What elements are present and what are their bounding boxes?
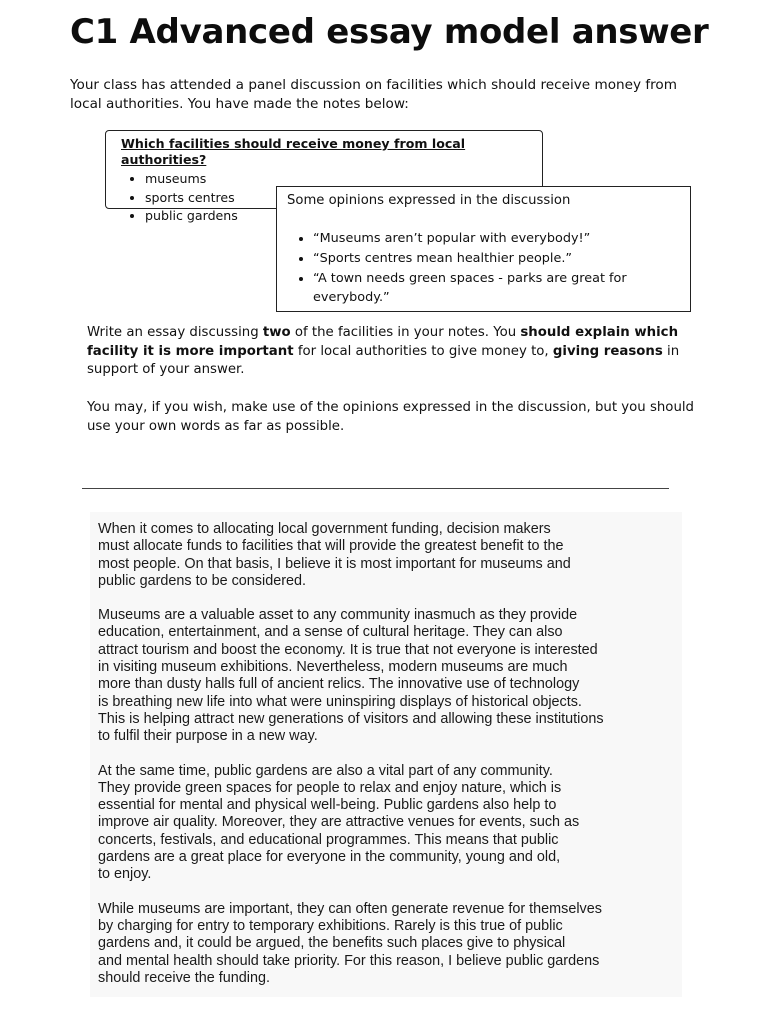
notes-heading: Which facilities should receive money from local authorities? [121, 136, 466, 167]
answer-line: Museums are a valuable asset to any community inasmuch as they provide [98, 607, 578, 624]
opinions-heading: Some opinions expressed in the discussion [287, 193, 571, 208]
answer-paragraph [98, 763, 680, 884]
answer-line: education, entertainment, and a sense of cultural heritage. They can also [98, 624, 563, 641]
section-divider [82, 488, 669, 489]
notes-item: • sports centres [145, 189, 542, 208]
opinion-item: • “Sports centres mean healthier people.” [313, 249, 690, 269]
model-answer [98, 521, 680, 1004]
task-text: Write an essay discussing [87, 325, 263, 340]
answer-line: While museums are important, they can often generate revenue for themselves [98, 900, 602, 917]
opinion-item: • “A town needs green spaces - parks are great for everybody.” [313, 269, 690, 309]
answer-line: most people. On that basis, I believe it is most important for museums and [98, 555, 571, 572]
answer-line: should receive the funding. [98, 969, 271, 986]
answer-paragraph [98, 901, 680, 987]
answer-line: When it comes to allocating local government funding, decision makers [98, 521, 551, 537]
answer-line: more than dusty halls full of ancient relics. The innovative use of technology [98, 676, 580, 693]
answer-line: by charging for entry to temporary exhibitions. Rarely is this true of public [98, 917, 563, 934]
answer-line: to enjoy. [98, 866, 152, 883]
answer-line: gardens and, it could be argued, the benefits such places give to physical [98, 935, 566, 952]
answer-line: At the same time, public gardens are also a vital part of any community. [98, 762, 553, 779]
answer-line: improve air quality. Moreover, they are attractive venues for events, such as [98, 814, 580, 831]
answer-line: attract tourism and boost the economy. It is true that not everyone is interested [98, 641, 598, 658]
answer-line: gardens are a great place for everyone in the community, young and old, [98, 849, 561, 866]
task-emphasis: should explain which facility it is more important [87, 325, 679, 359]
task-text: for local authorities to give money to, [293, 343, 553, 359]
task-paragraph: You may, if you wish, make use of the opinions expressed in the discussion, but you should use your own words as far as possible. [87, 400, 695, 434]
task-text: in support of your answer. [87, 343, 680, 378]
answer-line: essential for mental and physical well-being. Public gardens also help to [98, 797, 557, 814]
notes-item: • museums [145, 170, 542, 189]
answer-line: They provide green spaces for people to relax and enjoy nature, which is [98, 779, 562, 796]
answer-line: in visiting museum exhibitions. Nevertheless, modern museums are much [98, 659, 568, 676]
answer-line: This is helping attract new generations of visitors and allowing these institutions [98, 710, 604, 727]
answer-paragraph [98, 607, 680, 745]
notes-item: • public gardens [145, 207, 542, 226]
opinions-list [287, 229, 690, 308]
answer-line: public gardens to be considered. [98, 572, 307, 589]
task-emphasis: two [262, 325, 291, 340]
task-paragraph [87, 324, 699, 380]
task-emphasis: giving reasons [552, 343, 663, 359]
answer-line: and mental health should take priority. For this reason, I believe public gardens [98, 952, 600, 969]
answer-line: concerts, festivals, and educational programmes. This means that public [98, 831, 559, 848]
answer-line: must allocate funds to facilities that will provide the greatest benefit to the [98, 538, 564, 555]
intro-text: Your class has attended a panel discussion on facilities which should receive money from local authorities. You have made the notes below: [70, 77, 677, 112]
opinions-box [276, 186, 691, 312]
task-instructions [87, 324, 699, 456]
task-text: of the facilities in your notes. You [290, 325, 521, 340]
answer-paragraph [98, 521, 680, 590]
opinion-item: • “Museums aren’t popular with everybody!” [313, 229, 690, 249]
answer-line: to fulfil their purpose in a new way. [98, 728, 318, 745]
answer-line: is breathing new life into what were uninspiring displays of historical objects. [98, 693, 582, 710]
page-title: C1 Advanced essay model answer [70, 12, 709, 52]
